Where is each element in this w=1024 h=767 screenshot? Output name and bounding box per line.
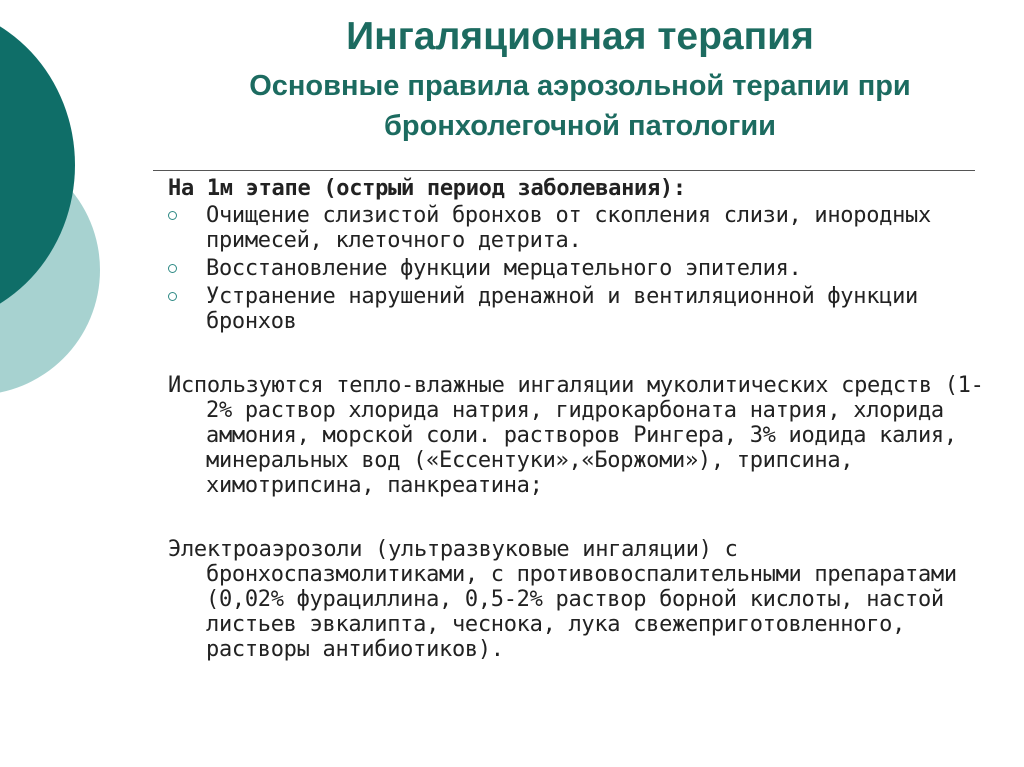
bullet-text: Устранение нарушений дренажной и вентиляционной функции бронхов	[206, 284, 918, 334]
hollow-circle-icon	[168, 211, 177, 220]
subtitle-line-1: Основные правила аэрозольной терапии при	[249, 70, 911, 102]
bullet-item	[168, 284, 988, 334]
subtitle-line-2: бронхолегочной патологии	[383, 110, 776, 142]
inhalation-paragraph: Используются тепло-влажные ингаляции муколитических средств (1-2% раствор хлорида натрия, гидрокарбоната натрия, хлорида аммония, морской соли. растворов Рингера, 3% иодида калия, минеральных вод («Ессентуки»,«Боржоми»), трипсина, химотрипсина, панкреатина;	[168, 373, 984, 498]
slide-body	[168, 176, 988, 662]
bullet-item	[168, 203, 988, 253]
bullet-list	[168, 203, 988, 334]
bullet-text: Очищение слизистой бронхов от скопления слизи, инородных примесей, клеточного детрита.	[206, 203, 931, 253]
stage-heading: На 1м этапе (острый период заболевания):	[168, 176, 686, 201]
bullet-text: Восстановление функции мерцательного эпителия.	[206, 256, 802, 281]
bullet-item	[168, 256, 988, 281]
page-title: Ингаляционная терапия	[346, 15, 814, 58]
page-subtitle	[160, 66, 1000, 146]
hollow-circle-icon	[168, 264, 177, 273]
hollow-circle-icon	[168, 292, 177, 301]
title-divider	[153, 170, 975, 171]
electroaerosol-paragraph: Электроаэрозоли (ультразвуковые ингаляции) с бронхоспазмолитиками, с противовоспалительными препаратами (0,02% фурациллина, 0,5-2% раствор борной кислоты, настой листьев эвкалипта, чеснока, лука свежеприготовленного, растворы антибиотиков).	[168, 537, 957, 662]
